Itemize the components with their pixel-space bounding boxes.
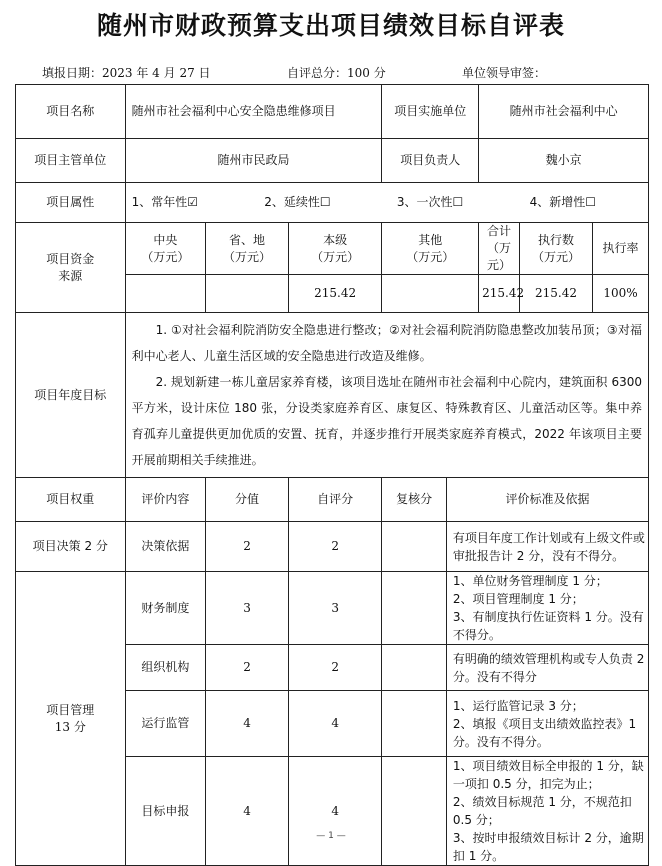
criteria-line: 2、填报《项目支出绩效监控表》1 分。没有不得分。 bbox=[452, 716, 637, 749]
funds-label bbox=[16, 223, 126, 313]
fill-date-value: 2023 年 4 月 27 日 bbox=[102, 66, 211, 80]
eval-self-score: 4 bbox=[288, 691, 382, 757]
eval-content: 组织机构 bbox=[125, 645, 206, 691]
criteria-line: 3、按时申报绩效目标计 2 分，逾期扣 1 分。 bbox=[452, 831, 644, 863]
attr-label: 项目属性 bbox=[16, 183, 126, 223]
funds-local-value: 215.42 bbox=[288, 275, 382, 313]
funds-header-rate: 执行率 bbox=[593, 223, 649, 275]
eval-header-weight: 项目权重 bbox=[16, 478, 126, 522]
supervisor-value: 随州市民政局 bbox=[125, 139, 382, 183]
eval-criteria bbox=[446, 645, 648, 691]
funds-label-line1: 项目资金 bbox=[46, 251, 95, 266]
eval-score: 3 bbox=[206, 572, 289, 645]
manager-label: 项目负责人 bbox=[382, 139, 479, 183]
annual-goal-row bbox=[16, 313, 649, 478]
annual-goal-para2: 2. 规划新建一栋儿童居家养育楼，该项目选址在随州市社会福利中心院内，建筑面积 6300 平方米，设计床位 180 张，分设类家庭养育区、康复区、特殊教育区、儿童活动区等。集中养育孤弃儿童提供更加优质的安置、抚育，并逐步推行开展类家庭养育模式，2022 年该项目主要开展前期相关手续推进。 bbox=[131, 375, 642, 467]
eval-header-row bbox=[16, 478, 649, 522]
eval-self-score: 3 bbox=[288, 572, 382, 645]
funds-rate-value: 100% bbox=[593, 275, 649, 313]
evaluation-table bbox=[15, 84, 649, 866]
funds-header-executed: 执行数 （万元） bbox=[519, 223, 592, 275]
eval-header-criteria: 评价标准及依据 bbox=[446, 478, 648, 522]
eval-review-score bbox=[382, 645, 446, 691]
total-score-label: 自评总分： bbox=[287, 66, 348, 80]
eval-score: 2 bbox=[206, 645, 289, 691]
project-name-row bbox=[16, 85, 649, 139]
leader-sign bbox=[462, 64, 546, 81]
criteria-line: 2、绩效目标规范 1 分，不规范扣 0.5 分； bbox=[452, 795, 632, 827]
criteria-line: 2、项目管理制度 1 分； bbox=[452, 592, 584, 606]
criteria-line: 1、单位财务管理制度 1 分； bbox=[452, 574, 608, 588]
eval-row bbox=[16, 522, 649, 572]
criteria-line: 有项目年度工作计划或有上级文件或审批报告计 2 分，没有不得分。 bbox=[452, 530, 645, 563]
eval-criteria bbox=[446, 691, 648, 757]
supervisor-label: 项目主管单位 bbox=[16, 139, 126, 183]
funds-header-local: 本级 （万元） bbox=[288, 223, 382, 275]
attr-new: 4、新增性☐ bbox=[529, 195, 596, 209]
eval-review-score bbox=[382, 691, 446, 757]
eval-header-review: 复核分 bbox=[382, 478, 446, 522]
criteria-line: 1、运行监管记录 3 分； bbox=[452, 698, 584, 713]
eval-header-self: 自评分 bbox=[288, 478, 382, 522]
funds-total-value: 215.42 bbox=[479, 275, 520, 313]
eval-criteria bbox=[446, 572, 648, 645]
eval-review-score bbox=[382, 757, 446, 866]
eval-self-score: 4 bbox=[288, 757, 382, 866]
eval-criteria bbox=[446, 757, 648, 866]
project-name-label: 项目名称 bbox=[16, 85, 126, 139]
fill-date bbox=[42, 64, 211, 81]
criteria-line: 有明确的绩效管理机构或专人负责 2 分。没有不得分 bbox=[452, 651, 645, 684]
impl-unit-value: 随州市社会福利中心 bbox=[479, 85, 649, 139]
eval-review-score bbox=[382, 522, 446, 572]
supervisor-row bbox=[16, 139, 649, 183]
project-name-value: 随州市社会福利中心安全隐患维修项目 bbox=[125, 85, 382, 139]
attr-perennial: 1、常年性☑ bbox=[131, 195, 198, 209]
funds-header-provincial: 省、地 （万元） bbox=[206, 223, 289, 275]
page-title: 随州市财政预算支出项目绩效目标自评表 bbox=[96, 11, 565, 40]
eval-score: 4 bbox=[206, 691, 289, 757]
eval-group-management bbox=[16, 572, 126, 866]
total-score-value: 100 分 bbox=[347, 66, 386, 80]
eval-header-content: 评价内容 bbox=[125, 478, 206, 522]
attr-continuing: 2、延续性☐ bbox=[264, 195, 331, 209]
funds-header-other: 其他 （万元） bbox=[382, 223, 479, 275]
annual-goal-text bbox=[125, 313, 648, 478]
eval-review-score bbox=[382, 572, 446, 645]
funds-header-row bbox=[16, 223, 649, 275]
funds-provincial-value bbox=[206, 275, 289, 313]
attr-options bbox=[125, 183, 648, 223]
eval-content: 目标申报 bbox=[125, 757, 206, 866]
eval-criteria bbox=[446, 522, 648, 572]
funds-header-total: 合计 （万元） bbox=[479, 223, 520, 275]
eval-header-score: 分值 bbox=[206, 478, 289, 522]
manager-value: 魏小京 bbox=[479, 139, 649, 183]
page-number: — 1 — bbox=[316, 831, 346, 841]
impl-unit-label: 项目实施单位 bbox=[382, 85, 479, 139]
eval-group-decision: 项目决策 2 分 bbox=[16, 522, 126, 572]
criteria-line: 1、项目绩效目标全申报的 1 分，缺一项扣 0.5 分，扣完为止； bbox=[452, 759, 644, 791]
annual-goal-label: 项目年度目标 bbox=[16, 313, 126, 478]
eval-self-score: 2 bbox=[288, 645, 382, 691]
attr-row bbox=[16, 183, 649, 223]
funds-central-value bbox=[125, 275, 206, 313]
eval-score: 2 bbox=[206, 522, 289, 572]
eval-group-management-line2: 13 分 bbox=[54, 719, 86, 734]
funds-label-line2: 来源 bbox=[58, 268, 83, 283]
funds-header-central: 中央 （万元） bbox=[125, 223, 206, 275]
eval-score: 4 bbox=[206, 757, 289, 866]
attr-one-time: 3、一次性☐ bbox=[396, 195, 464, 209]
eval-group-management-line1: 项目管理 bbox=[46, 702, 95, 717]
annual-goal-para1: 1. ①对社会福利院消防安全隐患进行整改；②对社会福利院消防隐患整改加装吊顶；③对福利中心老人、儿童生活区域的安全隐患进行改造及维修。 bbox=[131, 323, 642, 363]
leader-sign-label: 单位领导审签： bbox=[462, 66, 547, 80]
eval-content: 财务制度 bbox=[125, 572, 206, 645]
criteria-line: 3、有制度执行佐证资料 1 分。没有不得分。 bbox=[452, 610, 644, 642]
eval-content: 决策依据 bbox=[125, 522, 206, 572]
eval-row bbox=[16, 572, 649, 645]
eval-self-score: 2 bbox=[288, 522, 382, 572]
total-score bbox=[287, 64, 386, 81]
funds-executed-value: 215.42 bbox=[519, 275, 592, 313]
eval-content: 运行监管 bbox=[125, 691, 206, 757]
fill-date-label: 填报日期： bbox=[42, 66, 103, 80]
funds-other-value bbox=[382, 275, 479, 313]
